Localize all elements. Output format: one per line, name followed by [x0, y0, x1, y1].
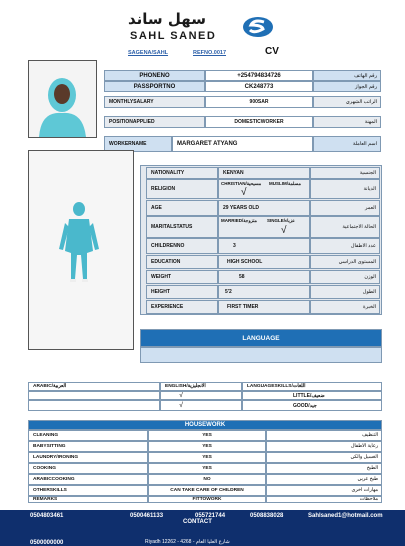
housework-row-label: LAUNDRY/IRONING [28, 452, 148, 463]
worker-name-label: WORKERNAME [104, 136, 172, 152]
marital-status-label-ar: الحالة الاجتماعية [310, 216, 380, 238]
housework-row-value: NO [148, 474, 266, 485]
position-label-ar: المهنة [313, 116, 381, 128]
footer-phone-4: 0508838028 [250, 513, 284, 519]
religion-options [218, 179, 310, 199]
logo [118, 10, 293, 44]
housework-row-label: CLEANING [28, 430, 148, 441]
lang-little-english [160, 391, 242, 400]
footer-phone-1: 0504803461 [30, 513, 64, 519]
marital-married: MARRIED/متزوجة [221, 218, 257, 223]
phone-label: PHONENO [104, 70, 205, 81]
ref-number: REFNO.0017 [193, 50, 227, 56]
education-label: EDUCATION [146, 255, 218, 269]
logo-emblem-icon [242, 16, 274, 38]
footer-phone-5: 0500000000 [30, 540, 64, 546]
marital-checkmark-icon: √ [281, 225, 287, 236]
lang-good-checkmark-icon: √ [179, 402, 183, 409]
language-section-title: LANGUAGE [140, 329, 382, 347]
salary-label: MONTHLYSALARY [104, 96, 205, 108]
housework-row-label-ar: مهارات اخرى [266, 485, 382, 496]
marital-status-label: MARITALSTATUS [146, 216, 218, 238]
language-blank-bar [140, 347, 382, 363]
lang-arabic-header: ARABIC/العربية [28, 382, 160, 391]
housework-title: HOUSEWORK [28, 420, 382, 430]
age-label-ar: العمر [310, 200, 380, 216]
footer-address: Riyadh 12262 - 4268 - شارع العليا العام [145, 539, 230, 545]
lang-little-checkmark-icon: √ [179, 392, 183, 399]
passport-label-ar: رقم الجواز [313, 81, 381, 92]
height-value: 5'2 [218, 285, 310, 299]
nationality-value: KENYAN [218, 167, 310, 179]
full-body-photo [28, 150, 134, 350]
religion-muslim: MUSLIM/مسلمة [269, 181, 301, 186]
nationality-label-ar: الجنسية [310, 167, 380, 179]
religion-checkmark-icon: √ [241, 187, 247, 198]
children-value: 3 [218, 238, 310, 254]
housework-row-value: FITTOWORK [148, 496, 266, 503]
height-label-ar: الطول [310, 285, 380, 299]
housework-row-value: YES [148, 441, 266, 452]
lang-little-arabic [28, 391, 160, 400]
housework-row-value: CAN TAKE CARE OF CHILDREN [148, 485, 266, 496]
housework-row-label: ARABICCOOKING [28, 474, 148, 485]
footer-bar [0, 510, 405, 546]
worker-name-label-ar: اسم العاملة [313, 136, 381, 152]
experience-value: FIRST TIMER [218, 300, 310, 314]
housework-row-label-ar: رعاية الاطفال [266, 441, 382, 452]
nationality-label: NATIONALITY [146, 167, 218, 179]
housework-row-label: OTHERSKILLS [28, 485, 148, 496]
education-label-ar: المستوى الدراسي [310, 255, 380, 269]
logo-english-text: SAHL SANED [130, 30, 217, 42]
lang-skills-header: LANGUAGESKILLS/اللغات [242, 382, 382, 391]
full-body-figure-icon [29, 151, 133, 349]
housework-row-value: YES [148, 430, 266, 441]
weight-label-ar: الوزن [310, 270, 380, 284]
passport-value: CK248773 [205, 81, 313, 92]
age-value: 29 YEARS OLD [218, 200, 310, 216]
housework-row-label-ar: التنظيف [266, 430, 382, 441]
housework-row-label-ar: الغسيل والكي [266, 452, 382, 463]
age-label: AGE [146, 200, 218, 216]
lang-good-label: GOOD/جيد [242, 400, 382, 411]
housework-row-value: YES [148, 452, 266, 463]
footer-phone-2: 0500461133 [130, 513, 164, 519]
children-label-ar: عدد الاطفال [310, 238, 380, 254]
experience-label: EXPERIENCE [146, 300, 218, 314]
height-label: HEIGHT [146, 285, 218, 299]
footer-contact-label: CONTACT [183, 519, 212, 525]
portrait-photo [28, 60, 97, 138]
position-label: POSITIONAPPLIED [104, 116, 205, 128]
lang-little-label: LITTLE/ضعيف [242, 391, 382, 400]
cv-title: CV [265, 46, 279, 57]
religion-christian: CHRISTIAN/مسيحية [221, 181, 262, 186]
phone-label-ar: رقم الهاتف [313, 70, 381, 81]
housework-row-label-ar: ملاحظات [266, 496, 382, 503]
lang-good-arabic [28, 400, 160, 411]
marital-single: SINGLE/عزباء [267, 218, 295, 223]
children-label: CHILDRENNO [146, 238, 218, 254]
portrait-figure-icon [29, 61, 96, 137]
experience-label-ar: الخبرة [310, 300, 380, 314]
phone-value: +254794834726 [205, 70, 313, 81]
religion-label: RELIGION [146, 179, 218, 199]
worker-name-value: MARGARET ATYANG [172, 136, 313, 152]
housework-row-label: BABYSITTING [28, 441, 148, 452]
marital-options [218, 216, 310, 238]
salary-value: 900SAR [205, 96, 313, 108]
weight-value: 58 [218, 270, 310, 284]
religion-label-ar: الديانة [310, 179, 380, 199]
passport-label: PASSPORTNO [104, 81, 205, 92]
housework-row-label-ar: طبخ عربي [266, 474, 382, 485]
salary-label-ar: الراتب الشهري [313, 96, 381, 108]
housework-row-label-ar: الطبخ [266, 463, 382, 474]
housework-row-value: YES [148, 463, 266, 474]
housework-row-label: REMARKS [28, 496, 148, 503]
weight-label: WEIGHT [146, 270, 218, 284]
lang-english-header: ENGLISH/الانجليزية [160, 382, 242, 391]
education-value: HIGH SCHOOL [218, 255, 310, 269]
housework-row-label: COOKING [28, 463, 148, 474]
agency-ref-left: SAGENA/SAHL [128, 50, 169, 56]
position-value: DOMESTICWORKER [205, 116, 313, 128]
footer-phone-3: 055721744 [195, 513, 226, 519]
lang-good-english [160, 400, 242, 411]
footer-email[interactable]: Sahlsaned1@hotmail.com [308, 513, 383, 519]
logo-arabic-text: سهل ساند [128, 10, 206, 28]
